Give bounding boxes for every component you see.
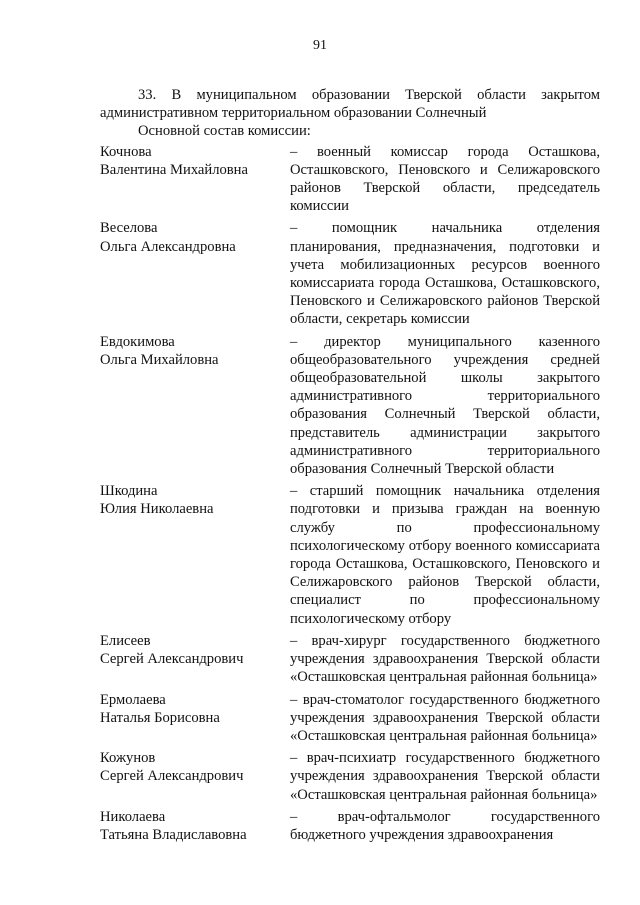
member-first-middle-name: Валентина Михайловна xyxy=(100,161,248,178)
member-last-name: Елисеев xyxy=(100,632,151,649)
member-name xyxy=(100,808,290,844)
member-last-name: Николаева xyxy=(100,808,166,825)
member-first-middle-name: Татьяна Владиславовна xyxy=(100,826,247,843)
member-name xyxy=(100,749,290,804)
member-role: – врач-психиатр государственного бюджетного учреждения здравоохранения Тверской области «Осташковская центральная районная больница» xyxy=(290,750,600,803)
member-role: – военный комиссар города Осташкова, Осташковского, Пеновского и Селижаровского районов Тверской области, председатель комиссии xyxy=(290,143,600,215)
member-last-name: Кожунов xyxy=(100,750,156,767)
member-last-name: Евдокимова xyxy=(100,333,175,350)
section-heading: 33. В муниципальном образовании Тверской области закрытом административном территориальном образовании Солнечный xyxy=(100,87,600,122)
member-name xyxy=(100,219,290,328)
member-row xyxy=(100,482,600,628)
member-role: – помощник начальника отделения планирования, предназначения, подготовки и учета мобилизационных ресурсов военного комиссариата города Осташкова, Осташковского, Пеновского и Селижаровского районов Тверской области, секретарь комиссии xyxy=(290,220,600,328)
page-number: 91 xyxy=(313,38,327,53)
section-intro xyxy=(100,86,600,141)
member-last-name: Веселова xyxy=(100,220,158,237)
member-first-middle-name: Сергей Александрович xyxy=(100,651,244,668)
member-role: – директор муниципального казенного общеобразовательного учреждения средней общеобразовательной школы закрытого административного территориального образования Солнечный Тверской области, представитель администрации закрытого административного территориального образования Солнечный Тверской области xyxy=(290,333,600,478)
member-name xyxy=(100,691,290,746)
member-name xyxy=(100,333,290,479)
document-body xyxy=(100,86,600,844)
member-row xyxy=(100,691,600,746)
member-row xyxy=(100,749,600,804)
member-row xyxy=(100,333,600,479)
member-role: – врач-офтальмолог государственного бюджетного учреждения здравоохранения xyxy=(290,808,600,843)
member-first-middle-name: Ольга Александровна xyxy=(100,238,236,255)
member-first-middle-name: Сергей Александрович xyxy=(100,768,244,785)
member-first-middle-name: Ольга Михайловна xyxy=(100,351,219,368)
member-row xyxy=(100,143,600,216)
member-first-middle-name: Юлия Николаевна xyxy=(100,501,214,518)
member-last-name: Ермолаева xyxy=(100,691,166,708)
member-row xyxy=(100,632,600,687)
member-first-middle-name: Наталья Борисовна xyxy=(100,709,220,726)
member-role: – врач-хирург государственного бюджетного учреждения здравоохранения Тверской области «Осташковская центральная районная больница» xyxy=(290,632,600,686)
commission-subtitle: Основной состав комиссии: xyxy=(138,123,311,140)
member-last-name: Кочнова xyxy=(100,143,152,160)
member-row xyxy=(100,219,600,328)
member-role: – врач-стоматолог государственного бюджетного учреждения здравоохранения Тверской области «Осташковская центральная районная больница» xyxy=(290,691,600,744)
member-last-name: Шкодина xyxy=(100,483,158,500)
member-role: – старший помощник начальника отделения подготовки и призыва граждан на военную службу по профессиональному психологическому отбору военного комиссариата города Осташкова, Осташковского, Пеновского и Селижаровского районов Тверской области, специалист по профессиональному психологическому отбору xyxy=(290,483,600,627)
member-name xyxy=(100,143,290,216)
member-row xyxy=(100,808,600,844)
member-name xyxy=(100,632,290,687)
member-name xyxy=(100,482,290,628)
